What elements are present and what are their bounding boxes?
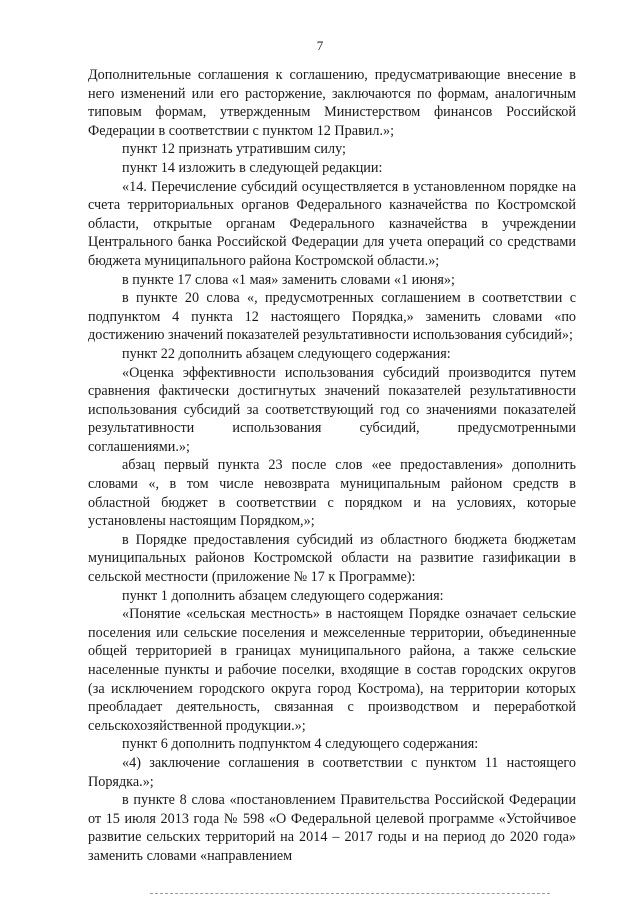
paragraph-gasification-order: в Порядке предоставления субсидий из областного бюджета бюджетам муниципальных районов Костромской области на развитие газификации в сельской местности (приложение № 17 к Программе): (88, 531, 576, 586)
paragraph-additional-agreements: Дополнительные соглашения к соглашению, предусматривающие внесение в него изменений или его расторжение, заключаются по формам, аналогичным типовым формам, утвержденным Министерством финансов Российской Федерации в соответствии с пунктом 12 Правил.»; (88, 67, 576, 139)
paragraph-point-1-intro: пункт 1 дополнить абзацем следующего содержания: (122, 587, 444, 604)
paragraph-point-14-text: «14. Перечисление субсидий осуществляется в установленном порядке на счета территориальных органов Федерального казначейства по Костромской области, открытые органам Федерального казначейства в учреждении Центрального банка Российской Федерации для учета операций со средствами бюджета муниципального района Костромской области.»; (88, 178, 576, 269)
paragraph-point-12-void: пункт 12 признать утратившим силу; (122, 141, 346, 158)
document-body (88, 66, 576, 866)
paragraph-point-22-text: «Оценка эффективности использования субсидий производится путем сравнения фактически достигнутых значений показателей результативности использования субсидий за соответствующий год со значениями показателей результативности использования субсидий, предусмотренными соглашениями.»; (88, 364, 576, 455)
paragraph-point-8: в пункте 8 слова «постановлением Правительства Российской Федерации от 15 июля 2013 года № 598 «О Федеральной целевой программе «Устойчивое развитие сельских территорий на 2014 – 2017 годы и на период до 2020 года» заменить словами «направлением (88, 792, 576, 864)
paragraph-point-6-intro: пункт 6 дополнить подпунктом 4 следующего содержания: (122, 736, 479, 753)
paragraph-point-17: в пункте 17 слова «1 мая» заменить словами «1 июня»; (122, 271, 455, 288)
paragraph-point-22-intro: пункт 22 дополнить абзацем следующего содержания: (122, 345, 451, 362)
paragraph-rural-definition: «Понятие «сельская местность» в настоящем Порядке означает сельские поселения или сельские поселения и межселенные территории, объединенные общей территорией в границах муниципального района, а также сельские населенные пункты и рабочие поселки, входящие в состав городских округов (за исключением городского округа город Кострома), на территории которых преобладает деятельность, связанная с производством и переработкой сельскохозяйственной продукции.»; (88, 606, 576, 734)
paragraph-point-23: абзац первый пункта 23 после слов «ее предоставления» дополнить словами «, в том числе невозврата муниципальным районом средств в областной бюджет в соответствии с порядком и на условиях, которые установлены настоящим Порядком,»; (88, 457, 576, 530)
scan-edge-line (150, 893, 550, 894)
paragraph-point-6-text: «4) заключение соглашения в соответствии с пунктом 11 настоящего Порядка.»; (88, 754, 576, 790)
paragraph-point-14-intro: пункт 14 изложить в следующей редакции: (122, 159, 383, 176)
page-number: 7 (316, 38, 324, 53)
paragraph-point-20: в пункте 20 слова «, предусмотренных соглашением в соответствии с подпунктом 4 пункта 12 настоящего Порядка,» заменить словами «по достижению значений показателей результативности использования субсидий»; (88, 290, 576, 344)
